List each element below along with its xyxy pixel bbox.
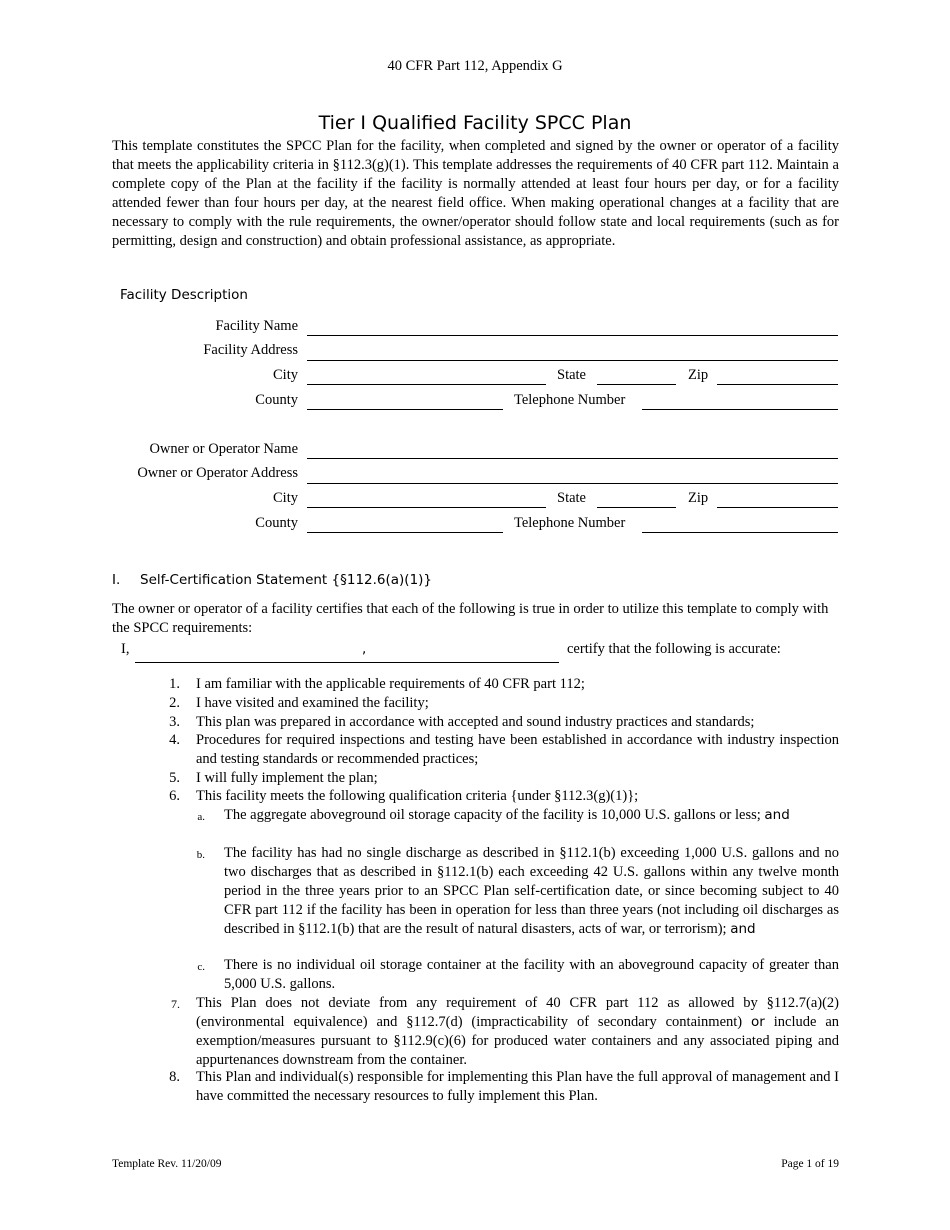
sub-item-body xyxy=(224,806,839,825)
template-revision: Template Rev. 11/20/09 xyxy=(112,1158,222,1170)
cert-prefix: I, xyxy=(121,641,130,657)
list-item-number: 6. xyxy=(169,788,180,804)
sub-item-letter: b. xyxy=(196,849,205,861)
list-item xyxy=(112,675,839,695)
owner-phone-label: Telephone Number xyxy=(514,515,626,531)
cert-comma: , xyxy=(362,641,367,657)
owner-city-label: City xyxy=(273,490,298,506)
cert-suffix: certify that the following is accurate: xyxy=(567,641,781,657)
list-item-text: I will fully implement the plan; xyxy=(196,770,378,786)
list-item-number: 8. xyxy=(169,1069,180,1085)
list-item-text: This Plan and individual(s) responsible for implementing this Plan have the full approval of management and I have committed the necessary resources to fully implement this Plan. xyxy=(196,1069,839,1104)
list-item-text: I have visited and examined the facility; xyxy=(196,695,429,711)
facility-city-label: City xyxy=(273,367,298,383)
list-item-conjunction: or xyxy=(751,1013,765,1030)
list-item-text: This Plan does not deviate from any requirement of 40 CFR part 112 as allowed by §112.7(a)(2) (environmental equivalence) and §112.7(d) (impracticability of secondary containment) xyxy=(196,995,839,1030)
facility-phone-field[interactable] xyxy=(642,409,838,410)
owner-address-field[interactable] xyxy=(307,483,838,484)
facility-name-label: Facility Name xyxy=(215,318,298,334)
facility-name-field[interactable] xyxy=(307,335,838,336)
sub-item-conjunction: and xyxy=(764,807,790,823)
sub-item-text: The facility has had no single discharge as described in §112.1(b) exceeding 1,000 U.S. gallons and no two discharges that as described in §112.1(b) each exceeding 42 U.S. gallons within any twelve month period in the three years prior to an SPCC Plan self-certification date, or since becoming subject to 40 CFR part 112 if the facility has been in operation for less than three years (not including oil discharges as described in §112.1(b) that are the result of natural disasters, acts of war, or terrorism); xyxy=(224,845,839,937)
list-item-text: This plan was prepared in accordance with accepted and sound industry practices and standards; xyxy=(196,714,755,730)
list-item-number: 1. xyxy=(169,676,180,692)
facility-state-field[interactable] xyxy=(597,384,676,385)
list-item-text: I am familiar with the applicable requirements of 40 CFR part 112; xyxy=(196,676,585,692)
list-item xyxy=(112,1068,839,1108)
page-title: Tier I Qualified Facility SPCC Plan xyxy=(318,112,632,134)
sub-item-conjunction: and xyxy=(730,920,756,937)
list-item-body xyxy=(196,994,839,1070)
facility-address-label: Facility Address xyxy=(203,342,298,358)
sub-item-text: The aggregate aboveground oil storage capacity of the facility is 10,000 U.S. gallons or less; xyxy=(224,807,761,823)
sub-list-item xyxy=(112,844,839,958)
list-item-text-continued: include an exemption/measures pursuant to §112.9(c)(6) for produced water containers and any associated piping and appurtenances downstream from the container. xyxy=(196,1013,840,1068)
list-item xyxy=(112,731,839,771)
owner-county-label: County xyxy=(255,515,298,531)
list-item-number: 5. xyxy=(169,770,180,786)
list-item-text: This facility meets the following qualification criteria {under §112.3(g)(1)}; xyxy=(196,788,639,804)
list-item xyxy=(112,994,839,1070)
facility-county-field[interactable] xyxy=(307,409,503,410)
facility-zip-field[interactable] xyxy=(717,384,838,385)
sub-list-item xyxy=(112,956,839,994)
sub-list-item xyxy=(112,806,839,844)
owner-name-field[interactable] xyxy=(307,458,838,459)
facility-county-label: County xyxy=(255,392,298,408)
facility-phone-label: Telephone Number xyxy=(514,392,626,408)
owner-state-field[interactable] xyxy=(597,507,676,508)
sub-item-letter: a. xyxy=(197,811,205,823)
certification-statement: The owner or operator of a facility certifies that each of the following is true in order to utilize this template to comply with the SPCC requirements: xyxy=(112,601,829,636)
list-item-text: Procedures for required inspections and testing have been established in accordance with industry inspection and testing standards or recommended practices; xyxy=(196,732,839,767)
facility-city-field[interactable] xyxy=(307,384,546,385)
owner-phone-field[interactable] xyxy=(642,532,838,533)
sub-item-text: There is no individual oil storage container at the facility with an aboveground capacity of greater than 5,000 U.S. gallons. xyxy=(224,957,839,992)
page-header: 40 CFR Part 112, Appendix G xyxy=(387,58,563,74)
list-item xyxy=(112,713,839,733)
owner-county-field[interactable] xyxy=(307,532,503,533)
section-number: I. xyxy=(112,572,121,588)
list-item-number: 4. xyxy=(169,732,180,748)
list-item-number: 3. xyxy=(169,714,180,730)
owner-zip-label: Zip xyxy=(688,490,709,506)
owner-city-field[interactable] xyxy=(307,507,546,508)
section-heading: Self-Certification Statement {§112.6(a)(1)} xyxy=(140,572,433,588)
owner-address-label: Owner or Operator Address xyxy=(137,465,298,481)
facility-heading: Facility Description xyxy=(120,287,248,303)
certifier-name-field[interactable] xyxy=(135,662,559,663)
sub-item-body xyxy=(224,844,839,939)
facility-state-label: State xyxy=(557,367,586,383)
owner-state-label: State xyxy=(557,490,586,506)
facility-zip-label: Zip xyxy=(688,367,709,383)
sub-item-letter: c. xyxy=(197,961,205,973)
owner-name-label: Owner or Operator Name xyxy=(149,441,298,457)
list-item xyxy=(112,769,839,789)
list-item-number: 2. xyxy=(169,695,180,711)
intro-paragraph: This template constitutes the SPCC Plan for the facility, when completed and signed by the owner or operator of a facility that meets the applicability criteria in §112.3(g)(1). This template addresses the requirements of 40 CFR part 112. Maintain a complete copy of the Plan at the facility if the facility is normally attended at least four hours per day, or for a facility attended fewer than four hours per day, at the nearest field office. When making operational changes at a facility that are necessary to comply with the rule requirements, the owner/operator should follow state and local requirements (such as for permitting, design and construction) and obtain professional assistance, as appropriate. xyxy=(112,138,839,249)
list-item-number: 7. xyxy=(171,997,180,1011)
owner-zip-field[interactable] xyxy=(717,507,838,508)
facility-address-field[interactable] xyxy=(307,360,838,361)
page-number: Page 1 of 19 xyxy=(781,1158,839,1170)
list-item xyxy=(112,694,839,714)
list-item xyxy=(112,787,839,807)
